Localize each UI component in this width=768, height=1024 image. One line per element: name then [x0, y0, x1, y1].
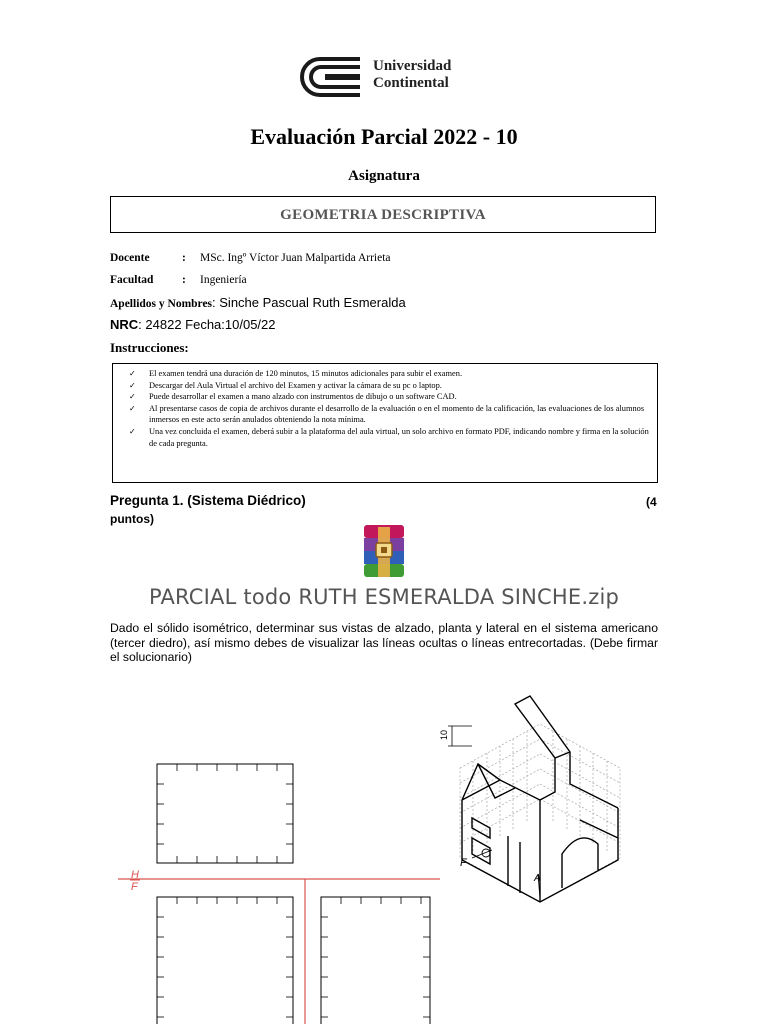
nombres-row: [110, 294, 406, 312]
question-title: Pregunta 1. (Sistema Diédrico): [110, 493, 306, 508]
instruction-item: ✓ El examen tendrá una duración de 120 minutos, 15 minutos adicionales para subir el examen.: [129, 368, 649, 380]
fold-lines: [118, 879, 440, 1024]
label-f: F: [460, 857, 467, 869]
facultad-label: Facultad: [110, 274, 154, 286]
isometric-solid: [448, 696, 620, 902]
docente-sep: :: [182, 252, 186, 264]
subject-label: Asignatura: [348, 168, 420, 184]
docente-value: MSc. Ingº Víctor Juan Malpartida Arrieta: [200, 252, 391, 264]
view-box-top: [157, 764, 293, 863]
nrc-label: NRC: [110, 317, 139, 332]
instruction-item: ✓ Puede desarrollar el examen a mano alzado con instrumentos de dibujo o un software CAD.: [129, 391, 649, 403]
page-title: Evaluación Parcial 2022 - 10: [250, 124, 518, 149]
instructions-list: [129, 368, 649, 449]
nrc-row: [110, 317, 276, 332]
question-points-unit: puntos): [110, 512, 154, 526]
instruction-item: ✓ Una vez concluida el examen, deberá subir a la plataforma del aula virtual, un solo archivo en formato PDF, indicando nombre y firma en la solución de cada pregunta.: [129, 426, 649, 449]
facultad-value: Ingeniería: [200, 274, 247, 286]
facultad-sep: :: [182, 274, 186, 286]
question-description: Dado el sólido isométrico, determinar sus vistas de alzado, planta y lateral en el sistema americano (tercer diedro), así mismo debes de visualizar las líneas ocultas o líneas entrecortadas. (Debe firmar el solucionario): [110, 621, 658, 664]
drawing-area: [100, 688, 660, 1024]
view-box-front: [157, 897, 293, 1024]
nombres-value: : Sinche Pascual Ruth Esmeralda: [212, 295, 406, 310]
attachment-filename[interactable]: PARCIAL todo RUTH ESMERALDA SINCHE.zip: [148, 585, 620, 609]
docente-label: Docente: [110, 252, 150, 264]
university-name: Universidad Continental: [373, 58, 452, 91]
instruction-item: ✓ Descargar del Aula Virtual el archivo del Examen y activar la cámara de su pc o laptop.: [129, 380, 649, 392]
nombres-label: Apellidos y Nombres: [110, 298, 213, 310]
question-points: (4: [646, 495, 657, 509]
instruction-item: ✓ Al presentarse casos de copia de archivos durante el desarrollo de la evaluación o en el momento de la calificación, las evaluaciones de los alumnos inmersos en este acto serán anulados obteniendo la nota mínima.: [129, 403, 649, 426]
instructions-box: [112, 363, 658, 483]
subject-box: GEOMETRIA DESCRIPTIVA: [110, 196, 656, 233]
label-a: A: [534, 873, 541, 884]
label-h: H: [131, 869, 139, 881]
dimension-label: 10: [439, 729, 449, 740]
label-f-fold: F: [131, 881, 138, 893]
instructions-title: Instrucciones:: [110, 340, 189, 355]
nrc-value: : 24822 Fecha:10/05/22: [138, 317, 276, 332]
winrar-archive-icon[interactable]: [362, 523, 406, 579]
view-box-side: [321, 897, 430, 1024]
